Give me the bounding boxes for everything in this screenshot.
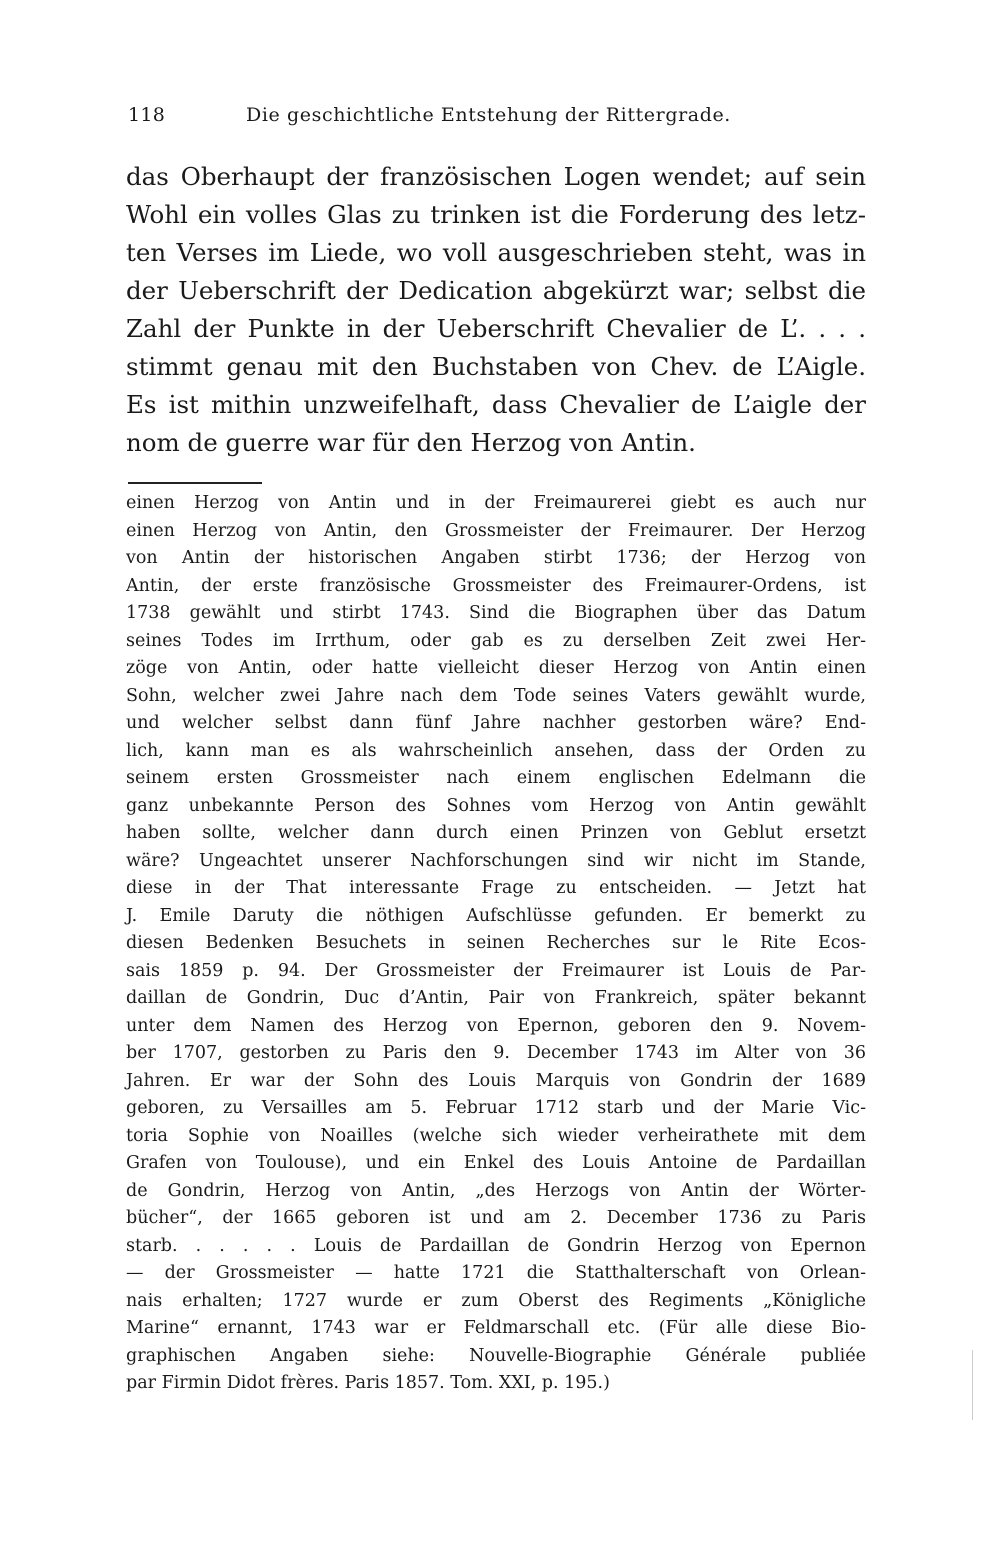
- footnote-line: Jahren. Er war der Sohn des Louis Marquis von Gondrin der 1689: [126, 1070, 866, 1091]
- main-text-line: Wohl ein volles Glas zu trinken ist die Forderung des letz-: [126, 200, 866, 229]
- footnote-line: einen Herzog von Antin, den Grossmeister der Freimaurer. Der Herzog: [126, 520, 866, 541]
- footnote-line: unter dem Namen des Herzog von Epernon, geboren den 9. Novem-: [126, 1015, 866, 1036]
- footnote-line: ber 1707, gestorben zu Paris den 9. December 1743 im Alter von 36: [126, 1043, 866, 1063]
- footnote-line: daillan de Gondrin, Duc d’Antin, Pair von Frankreich, später bekannt: [126, 988, 866, 1008]
- footnote-line: bücher“, der 1665 geboren ist und am 2. December 1736 zu Paris: [126, 1208, 866, 1228]
- footnote-line: von Antin der historischen Angaben stirbt 1736; der Herzog von: [126, 548, 866, 568]
- running-head: [128, 104, 868, 136]
- main-text-line: stimmt genau mit den Buchstaben von Chev. de L’Aigle.: [126, 352, 866, 381]
- footnote-line: diesen Bedenken Besuchets in seinen Recherches sur le Rite Ecos-: [126, 933, 866, 953]
- main-text-line: nom de guerre war für den Herzog von Antin.: [126, 428, 696, 457]
- footnote-line: starb. . . . . . Louis de Pardaillan de Gondrin Herzog von Epernon: [126, 1235, 866, 1256]
- main-text-line: Es ist mithin unzweifelhaft, dass Chevalier de L’aigle der: [126, 390, 866, 419]
- main-text-line: ten Verses im Liede, wo voll ausgeschrieben steht, was in: [126, 238, 866, 267]
- footnote-block: [126, 490, 866, 1398]
- footnote-line: de Gondrin, Herzog von Antin, „des Herzogs von Antin der Wörter-: [126, 1180, 866, 1201]
- footnote-line: wäre? Ungeachtet unserer Nachforschungen sind wir nicht im Stande,: [126, 850, 866, 871]
- footnote-line: Sohn, welcher zwei Jahre nach dem Tode seines Vaters gewählt wurde,: [126, 685, 866, 706]
- footnote-line: graphischen Angaben siehe: Nouvelle-Biographie Générale publiée: [126, 1345, 866, 1366]
- main-text-line: Zahl der Punkte in der Ueberschrift Chevalier de L’. . . .: [126, 314, 866, 343]
- running-title: Die geschichtliche Entstehung der Rittergrade.: [246, 104, 731, 126]
- footnote-line: einen Herzog von Antin und in der Freimaurerei giebt es auch nur: [126, 493, 866, 513]
- footnote-line: sais 1859 p. 94. Der Grossmeister der Freimaurer ist Louis de Par-: [126, 960, 866, 981]
- footnote-line: diese in der That interessante Frage zu entscheiden. — Jetzt hat: [126, 878, 866, 898]
- footnote-line: haben sollte, welcher dann durch einen Prinzen von Geblut ersetzt: [126, 823, 866, 843]
- footnote-line: lich, kann man es als wahrscheinlich ansehen, dass der Orden zu: [126, 740, 866, 761]
- footnote-line: geboren, zu Versailles am 5. Februar 1712 starb und der Marie Vic-: [126, 1098, 866, 1118]
- footnote-line: Grafen von Toulouse), und ein Enkel des Louis Antoine de Pardaillan: [126, 1153, 866, 1173]
- footnote-line: toria Sophie von Noailles (welche sich wieder verheirathete mit dem: [126, 1125, 866, 1146]
- footnote-line: seinem ersten Grossmeister nach einem englischen Edelmann die: [126, 768, 866, 788]
- footnote-line: und welcher selbst dann fünf Jahre nachher gestorben wäre? End-: [126, 713, 866, 733]
- footnote-line: — der Grossmeister — hatte 1721 die Statthalterschaft von Orlean-: [126, 1263, 866, 1283]
- footnote-line: par Firmin Didot frères. Paris 1857. Tom. XXI, p. 195.): [126, 1373, 610, 1393]
- main-text-line: das Oberhaupt der französischen Logen wendet; auf sein: [126, 162, 866, 191]
- footnote-separator-rule: [128, 482, 262, 484]
- main-text-line: der Ueberschrift der Dedication abgekürzt war; selbst die: [126, 276, 866, 305]
- scan-margin-mark: [972, 1350, 973, 1420]
- footnote-line: 1738 gewählt und stirbt 1743. Sind die Biographen über das Datum: [126, 603, 866, 623]
- footnote-line: seines Todes im Irrthum, oder gab es zu derselben Zeit zwei Her-: [126, 630, 866, 651]
- footnote-line: Marine“ ernannt, 1743 war er Feldmarschall etc. (Für alle diese Bio-: [126, 1318, 866, 1338]
- footnote-line: J. Emile Daruty die nöthigen Aufschlüsse gefunden. Er bemerkt zu: [126, 905, 866, 926]
- footnote-line: zöge von Antin, oder hatte vielleicht dieser Herzog von Antin einen: [126, 658, 866, 678]
- footnote-line: Antin, der erste französische Grossmeister des Freimaurer-Ordens, ist: [126, 575, 866, 596]
- page-number: 118: [128, 104, 166, 126]
- footnote-line: nais erhalten; 1727 wurde er zum Oberst des Regiments „Königliche: [126, 1290, 866, 1311]
- footnote-line: ganz unbekannte Person des Sohnes vom Herzog von Antin gewählt: [126, 795, 866, 816]
- main-text-block: [126, 158, 866, 462]
